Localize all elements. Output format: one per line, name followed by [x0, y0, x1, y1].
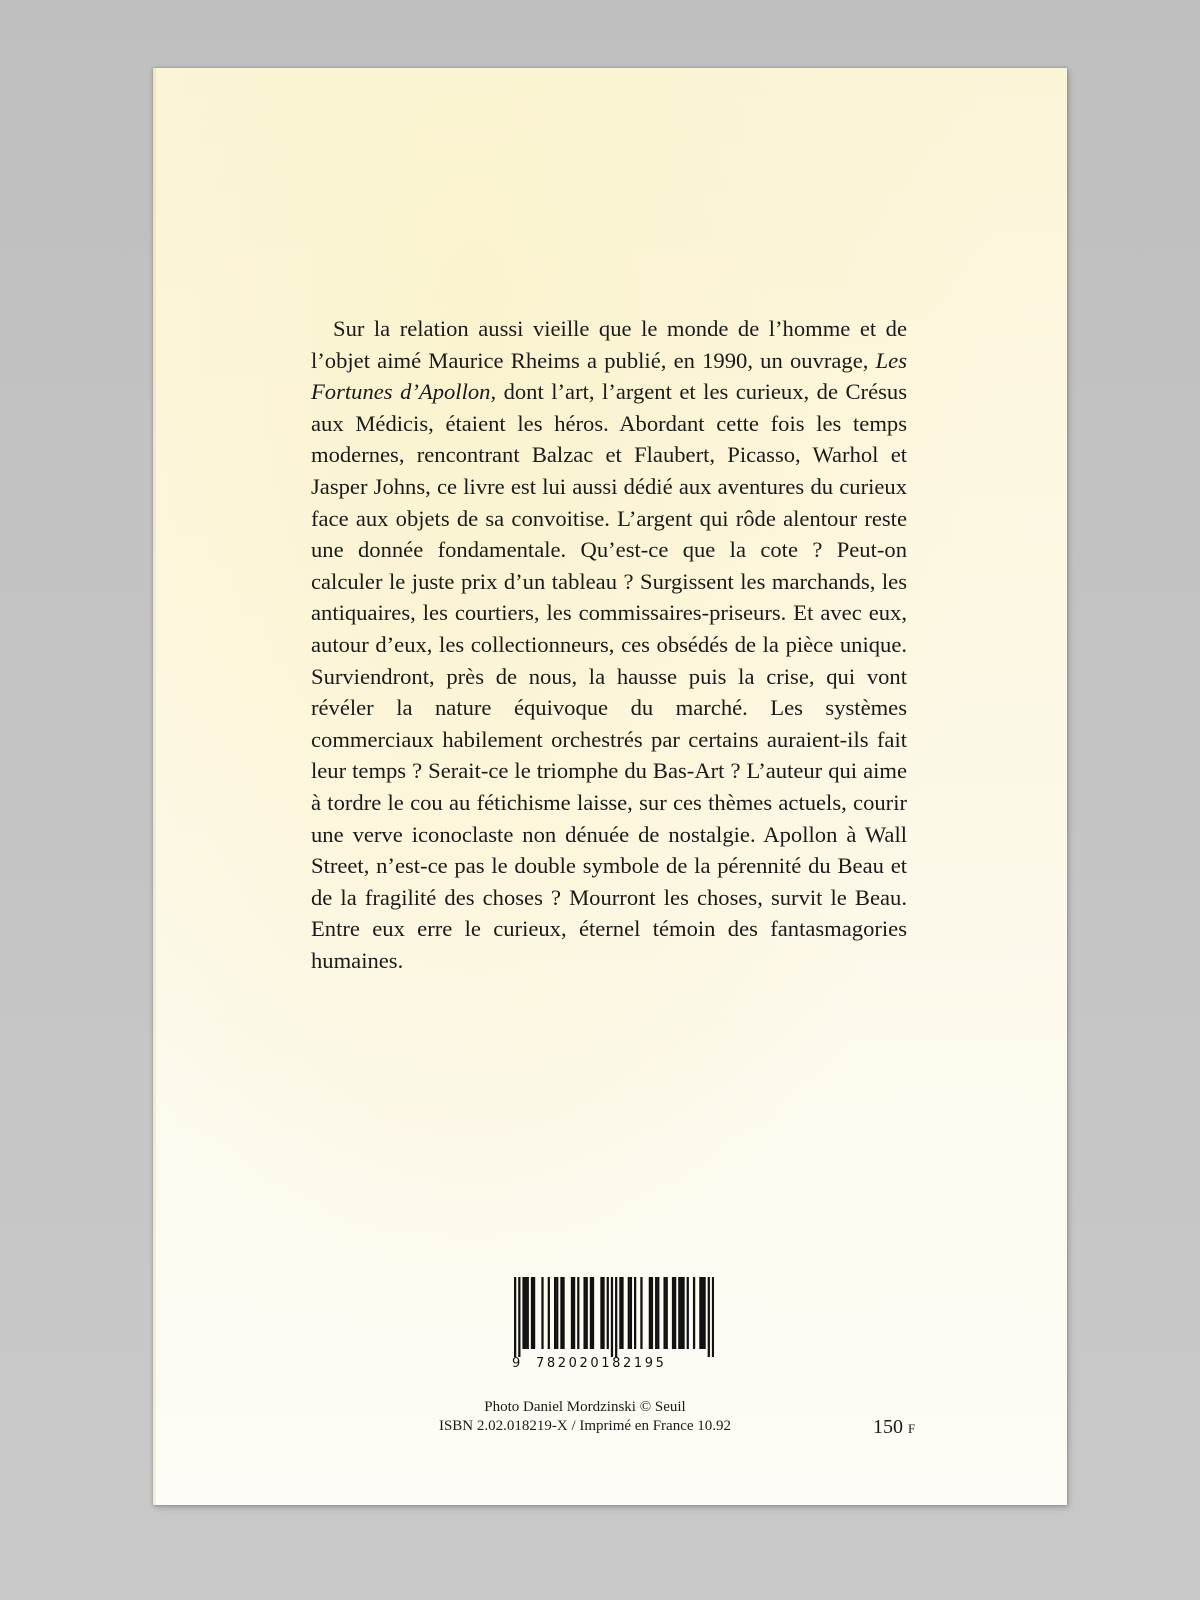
- credits: [385, 1398, 785, 1436]
- barcode-bar: [687, 1277, 689, 1349]
- barcode-bar: [522, 1277, 524, 1349]
- barcode-lead-digit: 9: [512, 1356, 521, 1371]
- barcode-bar: [680, 1277, 682, 1349]
- barcode-bar: [682, 1277, 684, 1349]
- barcode-bar: [672, 1277, 674, 1349]
- barcode-bar: [708, 1277, 710, 1357]
- barcode-bar: [583, 1277, 585, 1349]
- barcode-bar: [640, 1277, 642, 1349]
- blurb-intro: Sur la relation aussi vieille que le monde de l’homme et de l’objet aimé Maurice Rheims a publié, en 1990, un ouvrage,: [311, 316, 907, 373]
- photo-credit: Photo Daniel Mordzinski © Seuil: [484, 1399, 686, 1415]
- barcode-bar: [621, 1277, 623, 1349]
- barcode-bar: [518, 1277, 520, 1357]
- blurb-book-title: Les Fortunes d’Apollon,: [311, 347, 907, 405]
- barcode-bar: [571, 1277, 573, 1349]
- price-unit: F: [908, 1421, 916, 1436]
- barcode-bar: [619, 1277, 621, 1349]
- barcode-bar: [592, 1277, 594, 1349]
- barcode-bar: [525, 1277, 527, 1349]
- barcode-bar: [548, 1277, 550, 1349]
- barcode-bar: [586, 1277, 588, 1349]
- barcode-bar: [666, 1277, 668, 1349]
- barcode-bar: [531, 1277, 533, 1349]
- barcode-bar: [651, 1277, 653, 1349]
- price: [873, 1416, 916, 1439]
- blurb-body: dont l’art, l’argent et les curieux, de Crésus aux Médicis, étaient les héros. Abordant cette fois les temps modernes, rencontrant Balzac et Flaubert, Picasso, Warhol et Jasper Johns, ce livre est lui aussi dédié aux aventures du curieux face aux objets de sa convoitise. L’argent qui rôde alentour reste une donnée fondamentale. Qu’est-ce que la cote ? Peut-on calculer le juste prix d’un tableau ? Surgissent les marchands, les antiquaires, les courtiers, les commissaires-priseurs. Et avec eux, autour d’eux, les collectionneurs, ces obsédés de la pièce unique. Surviendront, près de nous, la hausse puis la crise, qui vont révéler la nature équivoque du marché. Les systèmes commerciaux habilement orchestrés par certains auraient-ils fait leur temps ? Serait-ce le triomphe du Bas-Art ? L’auteur qui aime à tordre le cou au fétichisme laisse, sur ces thèmes actuels, courir une verve iconoclaste non dénuée de nostalgie. Apollon à Wall Street, n’est-ce pas le double symbole de la pérennité du Beau et de la fragilité des choses ? Mourront les choses, survit le Beau. Entre eux erre le curieux, éternel témoin des fantasmagories humaines.: [311, 379, 907, 973]
- isbn-line: ISBN 2.02.018219-X / Imprimé en France 10.92: [438, 1418, 732, 1434]
- barcode-bar: [554, 1277, 556, 1349]
- barcode-bar: [600, 1277, 602, 1349]
- blurb-text: [311, 313, 907, 976]
- cover-spine-edge: [153, 68, 156, 1505]
- barcode-bar: [699, 1277, 701, 1349]
- barcode-bar: [674, 1277, 676, 1349]
- barcode-bar: [541, 1277, 543, 1349]
- barcode-bar: [615, 1277, 617, 1357]
- barcode-bar: [678, 1277, 680, 1349]
- barcode-bar: [556, 1277, 558, 1349]
- barcode: [514, 1277, 714, 1369]
- barcode-bar: [703, 1277, 705, 1349]
- barcode-bar: [712, 1277, 714, 1357]
- barcode-bar: [533, 1277, 535, 1349]
- barcode-bar: [527, 1277, 529, 1349]
- barcode-bar: [649, 1277, 651, 1349]
- barcode-bar: [590, 1277, 592, 1349]
- barcode-digits: 782020182195: [536, 1356, 667, 1371]
- price-amount: 150: [873, 1416, 903, 1438]
- barcode-bars: [514, 1277, 714, 1357]
- barcode-bar: [514, 1277, 516, 1357]
- book-back-cover: [153, 68, 1067, 1505]
- barcode-bar: [655, 1277, 657, 1349]
- barcode-bar: [634, 1277, 636, 1349]
- barcode-bar: [630, 1277, 632, 1349]
- barcode-bar: [577, 1277, 579, 1349]
- barcode-bar: [663, 1277, 665, 1349]
- barcode-bar: [560, 1277, 562, 1349]
- barcode-bar: [701, 1277, 703, 1349]
- barcode-bar: [562, 1277, 564, 1349]
- barcode-bar: [607, 1277, 609, 1349]
- barcode-bar: [573, 1277, 575, 1349]
- barcode-bar: [611, 1277, 613, 1357]
- barcode-bar: [657, 1277, 659, 1349]
- barcode-bar: [628, 1277, 630, 1349]
- barcode-bar: [693, 1277, 695, 1349]
- barcode-bar: [602, 1277, 604, 1349]
